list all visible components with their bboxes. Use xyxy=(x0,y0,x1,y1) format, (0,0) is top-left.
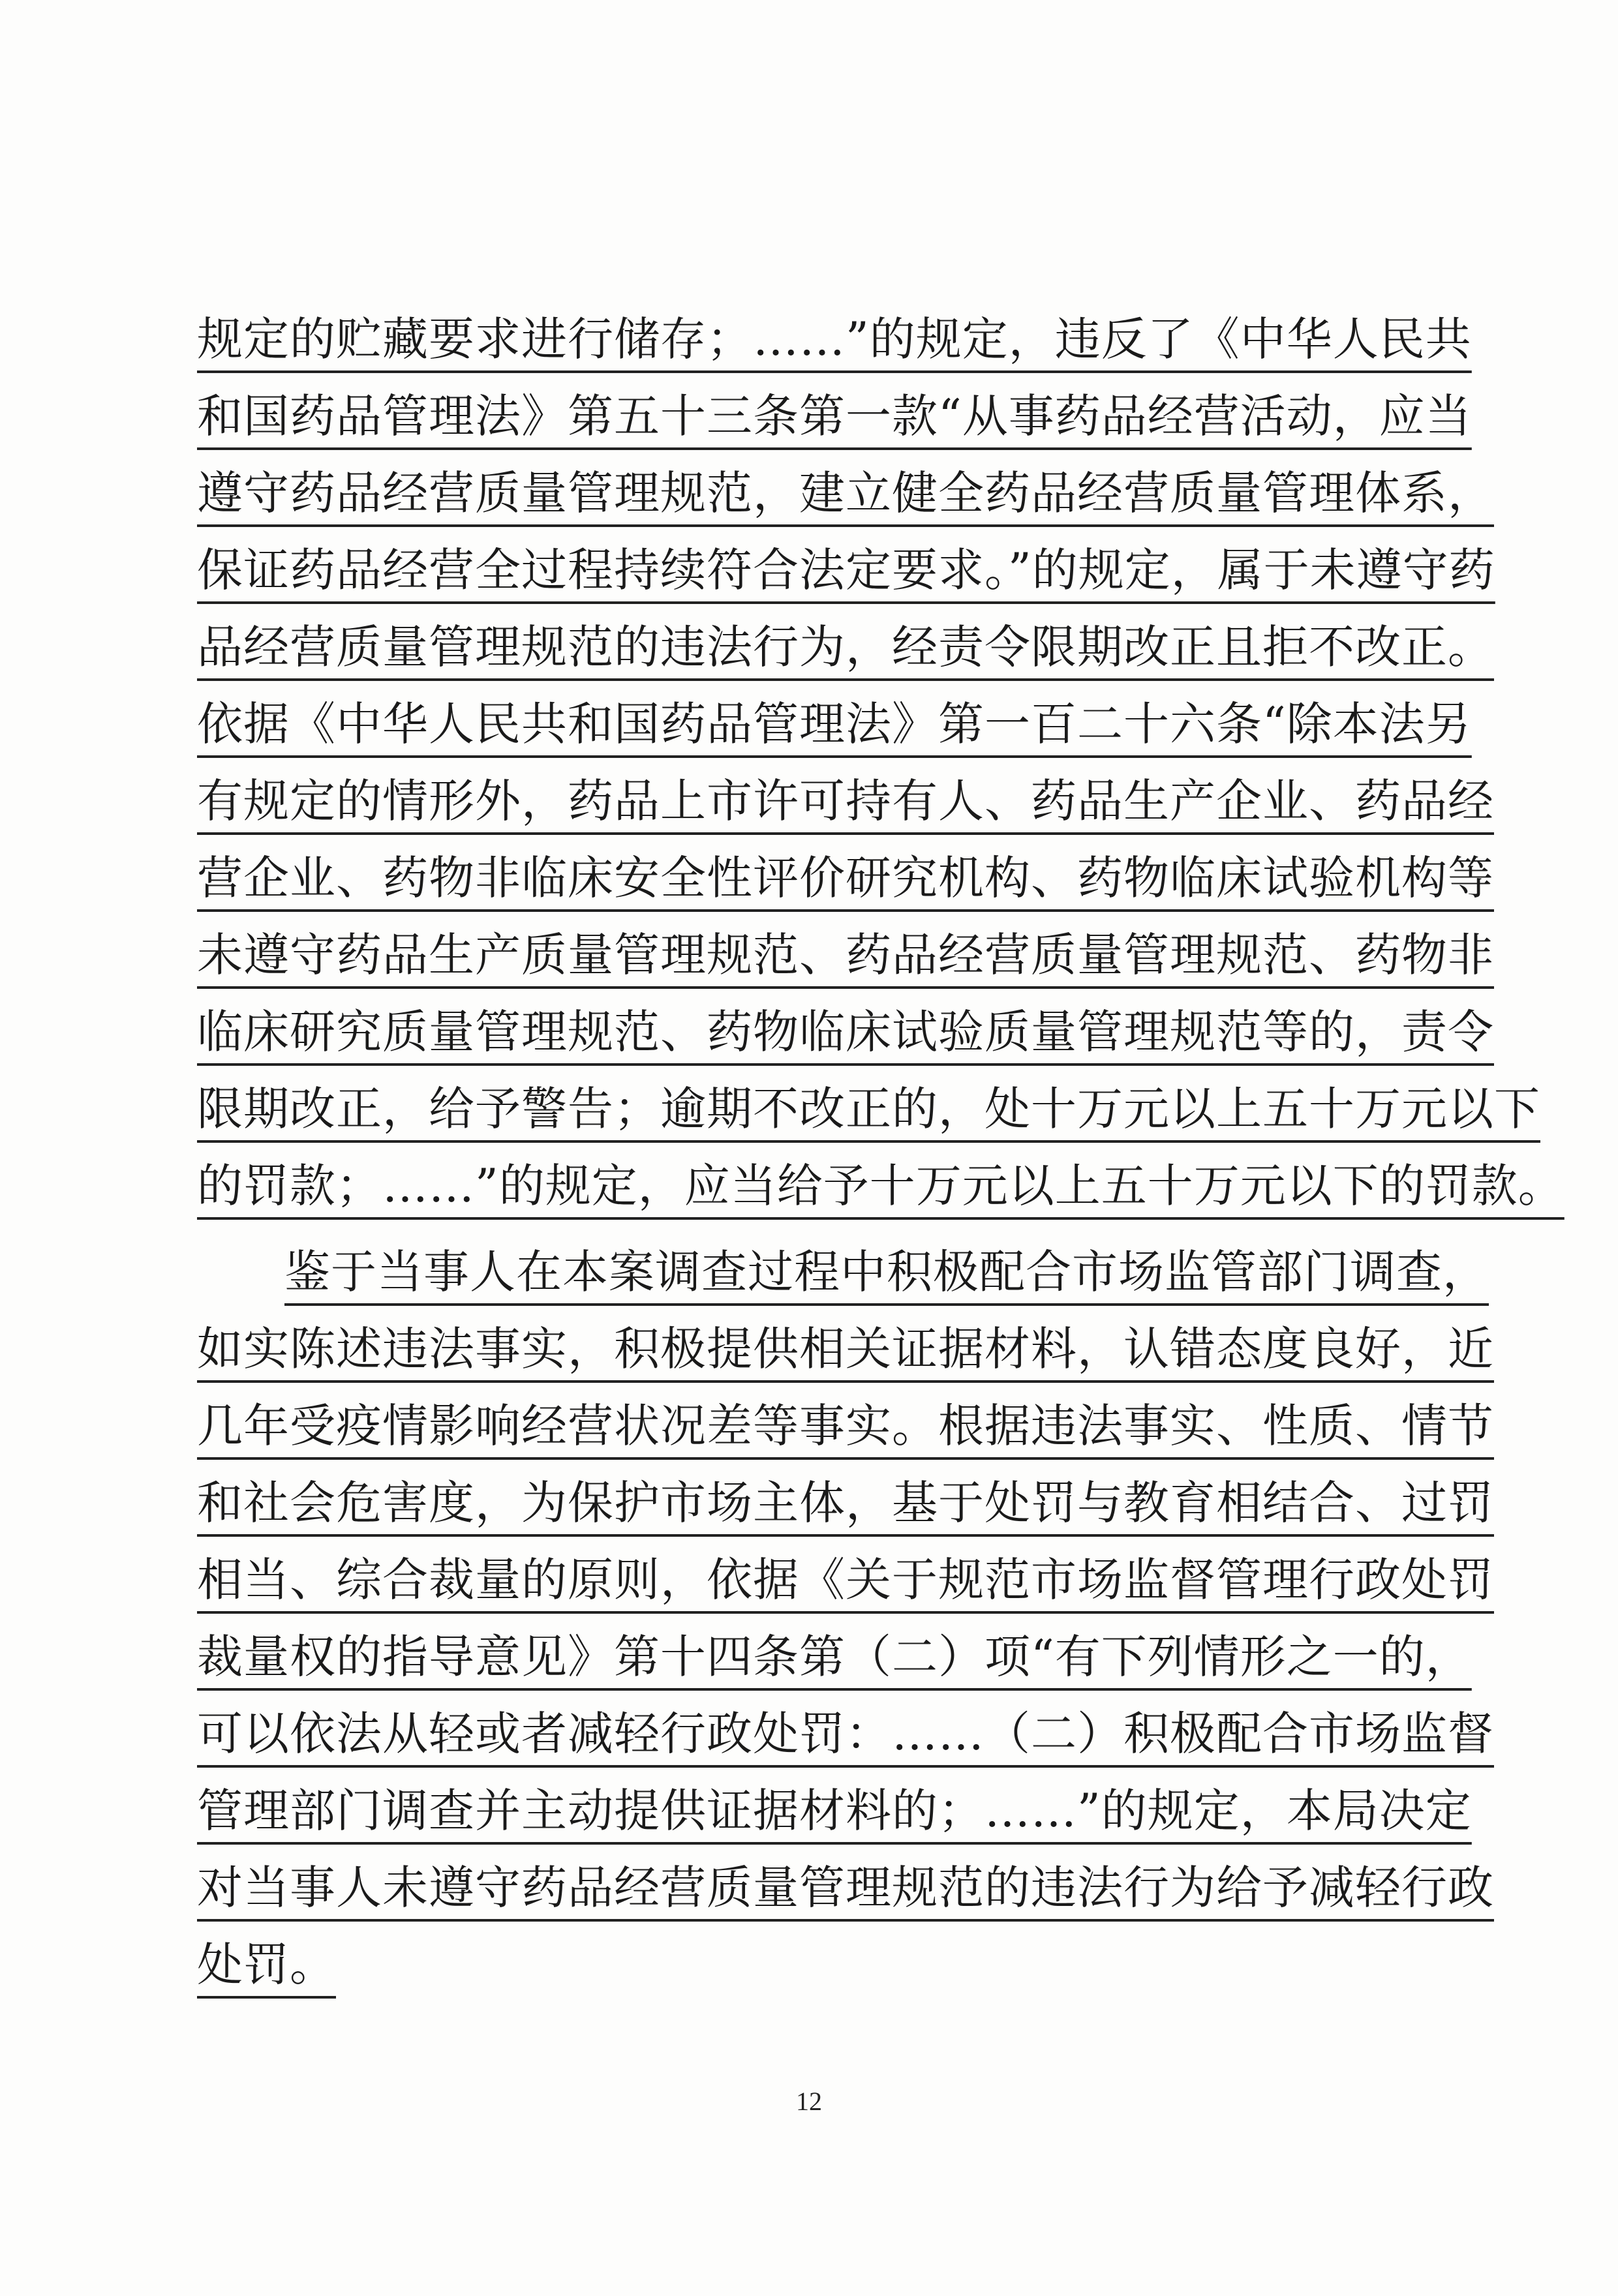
paragraph-1-line-4: 保证药品经营全过程持续符合法定要求。”的规定，属于未遵守药 xyxy=(197,543,1495,597)
paragraph-1-line-6: 依据《中华人民共和国药品管理法》第一百二十六条“除本法另 xyxy=(197,697,1472,751)
paragraph-2-line-5: 相当、综合裁量的原则，依据《关于规范市场监督管理行政处罚 xyxy=(197,1553,1494,1607)
paragraph-1-line-5: 品经营质量管理规范的违法行为，经责令限期改正且拒不改正。 xyxy=(197,620,1494,674)
paragraph-2-line-6: 裁量权的指导意见》第十四条第（二）项“有下列情形之一的， xyxy=(197,1630,1472,1684)
paragraph-2-line-4: 和社会危害度，为保护市场主体，基于处罚与教育相结合、过罚 xyxy=(197,1476,1494,1530)
paragraph-2-line-9: 对当事人未遵守药品经营质量管理规范的违法行为给予减轻行政 xyxy=(197,1861,1494,1914)
paragraph-1-line-12: 的罚款；……”的规定，应当给予十万元以上五十万元以下的罚款。 xyxy=(197,1159,1565,1213)
paragraph-2-line-8: 管理部门调查并主动提供证据材料的；……”的规定，本局决定 xyxy=(197,1784,1472,1837)
paragraph-1-line-10: 临床研究质量管理规范、药物临床试验质量管理规范等的，责令 xyxy=(197,1005,1494,1059)
paragraph-1-line-1: 规定的贮藏要求进行储存；……”的规定，违反了《中华人民共 xyxy=(197,312,1472,366)
paragraph-1-line-7: 有规定的情形外，药品上市许可持有人、药品生产企业、药品经 xyxy=(197,774,1494,828)
paragraph-2-line-10: 处罚。 xyxy=(197,1938,336,1991)
paragraph-2-line-1: 鉴于当事人在本案调查过程中积极配合市场监管部门调查， xyxy=(284,1245,1489,1299)
page-number: 12 xyxy=(796,2087,822,2116)
paragraph-1-line-8: 营企业、药物非临床安全性评价研究机构、药物临床试验机构等 xyxy=(197,851,1494,905)
paragraph-1-line-9: 未遵守药品生产质量管理规范、药品经营质量管理规范、药物非 xyxy=(197,928,1494,982)
paragraph-2-line-3: 几年受疫情影响经营状况差等事实。根据违法事实、性质、情节 xyxy=(197,1399,1494,1453)
paragraph-1-line-11: 限期改正，给予警告；逾期不改正的，处十万元以上五十万元以下 xyxy=(197,1082,1540,1136)
paragraph-1-line-2: 和国药品管理法》第五十三条第一款“从事药品经营活动，应当 xyxy=(197,389,1472,443)
paragraph-2-line-7: 可以依法从轻或者减轻行政处罚：……（二）积极配合市场监督 xyxy=(197,1707,1494,1760)
paragraph-2-line-2: 如实陈述违法事实，积极提供相关证据材料，认错态度良好，近 xyxy=(197,1322,1494,1376)
paragraph-1-line-3: 遵守药品经营质量管理规范，建立健全药品经营质量管理体系， xyxy=(197,466,1494,520)
